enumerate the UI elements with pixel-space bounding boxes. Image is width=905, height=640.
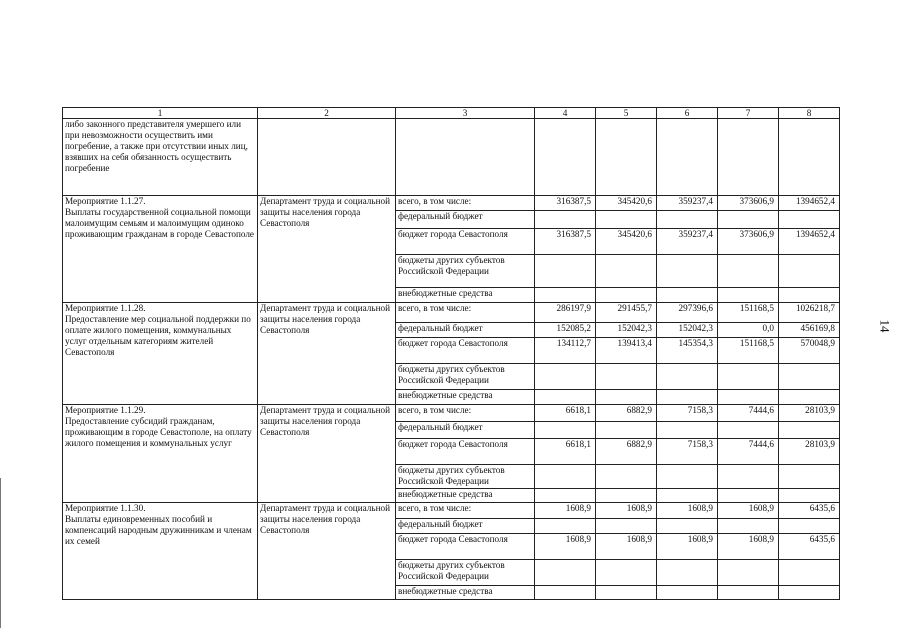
measure-executor: Департамент труда и социальной защиты населения города Севастополя (258, 405, 396, 503)
measure-title: Мероприятие 1.1.27. Выплаты государственной социальной помощи малоимущим семьям и малоимущим одиноко проживающим гражданам в городе Севастополе (63, 196, 258, 303)
amount-cell: 1608,9 (657, 534, 718, 560)
amount-cell (535, 465, 596, 489)
funding-source: бюджеты других субъектов Российской Федерации (396, 364, 535, 390)
amount-cell (657, 489, 718, 503)
amount-cell: 1608,9 (657, 503, 718, 519)
amount-cell: 134112,7 (535, 338, 596, 364)
amount-cell (596, 364, 657, 390)
amount-cell: 139413,4 (596, 338, 657, 364)
amount-cell: 1608,9 (535, 534, 596, 560)
amount-cell: 6618,1 (535, 405, 596, 422)
header-cell: 6 (657, 108, 718, 119)
page-number: 14 (877, 319, 893, 333)
amount-cell: 373606,9 (718, 196, 779, 211)
funding-source: федеральный бюджет (396, 519, 535, 534)
header-cell: 8 (779, 108, 840, 119)
funding-source: бюджеты других субъектов Российской Федерации (396, 560, 535, 586)
amount-cell (718, 288, 779, 303)
amount-cell (718, 586, 779, 600)
funding-source: внебюджетные средства (396, 288, 535, 303)
amount-cell: 6435,6 (779, 503, 840, 519)
header-cell: 5 (596, 108, 657, 119)
amount-cell (718, 422, 779, 439)
amount-cell (657, 586, 718, 600)
amount-cell (535, 255, 596, 288)
funding-source: бюджет города Севастополя (396, 338, 535, 364)
amount-cell: 6882,9 (596, 439, 657, 465)
amount-cell: 1608,9 (718, 534, 779, 560)
amount-cell: 151168,5 (718, 303, 779, 323)
amount-cell (657, 364, 718, 390)
funding-source: внебюджетные средства (396, 489, 535, 503)
funding-source: внебюджетные средства (396, 390, 535, 405)
amount-cell (657, 422, 718, 439)
amount-cell (535, 390, 596, 405)
amount-cell: 1608,9 (718, 503, 779, 519)
amount-cell (657, 560, 718, 586)
amount-cell (779, 560, 840, 586)
measure-executor: Департамент труда и социальной защиты населения города Севастополя (258, 303, 396, 405)
amount-cell (535, 211, 596, 229)
amount-cell: 7158,3 (657, 405, 718, 422)
amount-cell: 6882,9 (596, 405, 657, 422)
amount-cell (779, 288, 840, 303)
amount-cell (657, 255, 718, 288)
amount-cell: 373606,9 (718, 229, 779, 255)
empty-cell (596, 119, 657, 196)
funding-source: федеральный бюджет (396, 323, 535, 338)
funding-source: всего, в том числе: (396, 303, 535, 323)
measure-row (63, 303, 840, 323)
amount-cell: 286197,9 (535, 303, 596, 323)
amount-cell (596, 288, 657, 303)
amount-cell: 316387,5 (535, 196, 596, 211)
amount-cell (596, 519, 657, 534)
amount-cell (779, 390, 840, 405)
amount-cell: 1026218,7 (779, 303, 840, 323)
program-table (62, 107, 840, 600)
amount-cell (657, 519, 718, 534)
amount-cell (535, 288, 596, 303)
measure-row (63, 405, 840, 422)
amount-cell: 152042,3 (657, 323, 718, 338)
amount-cell: 359237,4 (657, 196, 718, 211)
amount-cell (596, 390, 657, 405)
amount-cell (596, 586, 657, 600)
amount-cell (535, 489, 596, 503)
amount-cell (779, 422, 840, 439)
measure-executor: Департамент труда и социальной защиты населения города Севастополя (258, 196, 396, 303)
amount-cell: 1608,9 (535, 503, 596, 519)
continuation-text: либо законного представителя умершего или при невозможности осуществить ими погребение, а также при отсутствии иных лиц, взявших на себя обязанность осуществить погребение (63, 119, 258, 196)
amount-cell (535, 519, 596, 534)
measure-executor: Департамент труда и социальной защиты населения города Севастополя (258, 503, 396, 600)
empty-cell (258, 119, 396, 196)
amount-cell (657, 288, 718, 303)
amount-cell: 1608,9 (596, 503, 657, 519)
empty-cell (396, 119, 535, 196)
funding-source: федеральный бюджет (396, 422, 535, 439)
amount-cell: 151168,5 (718, 338, 779, 364)
funding-source: всего, в том числе: (396, 503, 535, 519)
funding-source: всего, в том числе: (396, 405, 535, 422)
amount-cell (779, 489, 840, 503)
amount-cell: 6435,6 (779, 534, 840, 560)
amount-cell (718, 465, 779, 489)
amount-cell (596, 560, 657, 586)
amount-cell: 1608,9 (596, 534, 657, 560)
amount-cell: 570048,9 (779, 338, 840, 364)
measure-title: Мероприятие 1.1.30. Выплаты единовременных пособий и компенсаций народным дружинникам и членам их семей (63, 503, 258, 600)
amount-cell: 152042,3 (596, 323, 657, 338)
funding-source: внебюджетные средства (396, 586, 535, 600)
header-cell: 7 (718, 108, 779, 119)
amount-cell: 345420,6 (596, 196, 657, 211)
amount-cell: 6618,1 (535, 439, 596, 465)
amount-cell (596, 422, 657, 439)
continuation-row (63, 119, 840, 196)
amount-cell (779, 465, 840, 489)
measure-row (63, 503, 840, 519)
amount-cell: 0,0 (718, 323, 779, 338)
amount-cell: 1394652,4 (779, 229, 840, 255)
funding-source: бюджет города Севастополя (396, 534, 535, 560)
amount-cell (657, 465, 718, 489)
amount-cell (596, 211, 657, 229)
amount-cell (718, 560, 779, 586)
amount-cell: 359237,4 (657, 229, 718, 255)
header-cell: 2 (258, 108, 396, 119)
amount-cell (779, 364, 840, 390)
amount-cell: 316387,5 (535, 229, 596, 255)
amount-cell: 7158,3 (657, 439, 718, 465)
amount-cell: 297396,6 (657, 303, 718, 323)
amount-cell (596, 489, 657, 503)
scan-edge-mark (0, 478, 1, 628)
funding-source: бюджеты других субъектов Российской Федерации (396, 465, 535, 489)
empty-cell (657, 119, 718, 196)
header-cell: 1 (63, 108, 258, 119)
funding-source: бюджеты других субъектов Российской Федерации (396, 255, 535, 288)
funding-source: всего, в том числе: (396, 196, 535, 211)
amount-cell (535, 586, 596, 600)
amount-cell: 28103,9 (779, 439, 840, 465)
amount-cell: 291455,7 (596, 303, 657, 323)
measure-title: Мероприятие 1.1.29. Предоставление субсидий гражданам, проживающим в городе Севастополе, на оплату жилого помещения и коммунальных услуг (63, 405, 258, 503)
amount-cell (779, 255, 840, 288)
amount-cell (718, 489, 779, 503)
amount-cell (718, 364, 779, 390)
header-cell: 3 (396, 108, 535, 119)
amount-cell: 152085,2 (535, 323, 596, 338)
measure-title: Мероприятие 1.1.28. Предоставление мер социальной поддержки по оплате жилого помещения, коммунальных услуг отдельным категориям жителей Севастополя (63, 303, 258, 405)
amount-cell: 345420,6 (596, 229, 657, 255)
amount-cell: 7444,6 (718, 405, 779, 422)
amount-cell: 456169,8 (779, 323, 840, 338)
amount-cell (596, 465, 657, 489)
amount-cell (779, 586, 840, 600)
funding-source: бюджет города Севастополя (396, 439, 535, 465)
amount-cell (718, 390, 779, 405)
empty-cell (718, 119, 779, 196)
amount-cell: 7444,6 (718, 439, 779, 465)
header-cell: 4 (535, 108, 596, 119)
amount-cell (657, 390, 718, 405)
amount-cell (535, 422, 596, 439)
amount-cell (535, 364, 596, 390)
amount-cell (657, 211, 718, 229)
funding-source: бюджет города Севастополя (396, 229, 535, 255)
amount-cell (596, 255, 657, 288)
empty-cell (779, 119, 840, 196)
empty-cell (535, 119, 596, 196)
amount-cell (779, 519, 840, 534)
funding-source: федеральный бюджет (396, 211, 535, 229)
amount-cell (535, 560, 596, 586)
amount-cell (718, 519, 779, 534)
amount-cell: 1394652,4 (779, 196, 840, 211)
amount-cell (718, 255, 779, 288)
amount-cell: 28103,9 (779, 405, 840, 422)
amount-cell: 145354,3 (657, 338, 718, 364)
header-row (63, 108, 840, 119)
measure-row (63, 196, 840, 211)
amount-cell (779, 211, 840, 229)
amount-cell (718, 211, 779, 229)
